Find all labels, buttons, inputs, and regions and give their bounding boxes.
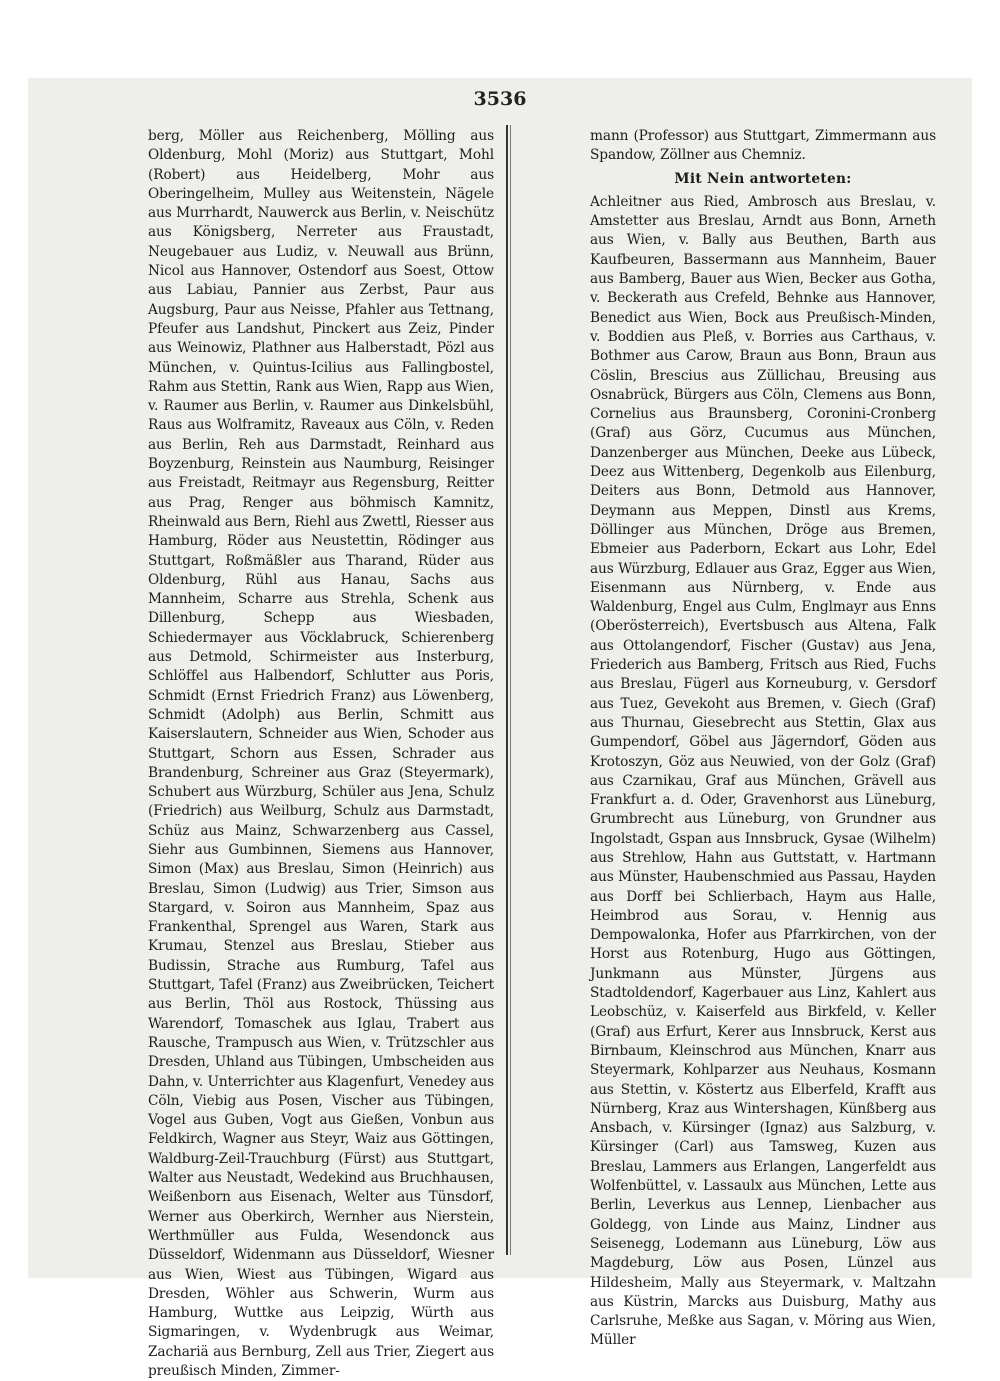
left-column-text: berg, Möller aus Reichenberg, Mölling aus Oldenburg, Mohl (Moriz) aus Stuttgart, Mohl (Robert) aus Heidelberg, Mohr aus Oberingelheim, Mulley aus Weitenstein, Nägele aus Murrhardt, Nauwerck aus Berlin, v. Neischütz aus Königsberg, Nerreter aus Fraustadt, Neugebauer aus Ludiz, v. Neuwall aus Brünn, Nicol aus Hannover, Ostendorf aus Soest, Ottow aus Labiau, Pannier aus Zerbst, Paur aus Augsburg, Paur aus Neisse, Pfahler aus Tettnang, Pfeufer aus Landshut, Pinckert aus Zeiz, Pinder aus Weinowiz, Plathner aus Halberstadt, Pözl aus München, v. Quintus-Icilius aus Fallingbostel, Rahm aus Stettin, Rank aus Wien, Rapp aus Wien, v. Raumer aus Berlin, v. Raumer aus Dinkelsbühl, Raus aus Wolframitz, Raveaux aus Cöln, v. Reden aus Berlin, Reh aus Darmstadt, Reinhard aus Boyzenburg, Reinstein aus Naumburg, Reisinger aus Freistadt, Reitmayr aus Regensburg, Reitter aus Prag, Renger aus böhmisch Kamnitz, Rheinwald aus Bern, Riehl aus Zwettl, Riesser aus Hamburg, Röder aus Neustettin, Rödinger aus Stuttgart, Roßmäßler aus Tharand, Rüder aus Oldenburg, Rühl aus Hanau, Sachs aus Mannheim, Scharre aus Strehla, Schenk aus Dillenburg, Schepp aus Wiesbaden, Schiedermayer aus Vöcklabruck, Schierenberg aus Detmold, Schirmeister aus Insterburg, Schlöffel aus Halbendorf, Schlutter aus Poris, Schmidt (Ernst Friedrich Franz) aus Löwenberg, Schmidt (Adolph) aus Berlin, Schmitt aus Kaiserslautern, Schneider aus Wien, Schoder aus Stuttgart, Schorn aus Essen, Schrader aus Brandenburg, Schreiner aus Graz (Steyermark), Schubert aus Würzburg, Schüler aus Jena, Schulz (Friedrich) aus Weilburg, Schulz aus Darmstadt, Schüz aus Mainz, Schwarzenberg aus Cassel, Siehr aus Gumbinnen, Siemens aus Hannover, Simon (Max) aus Breslau, Simon (Heinrich) aus Breslau, Simon (Ludwig) aus Trier, Simson aus Stargard, v. Soiron aus Mannheim, Spaz aus Frankenthal, Sprengel aus Waren, Stark aus Krumau, Stenzel aus Breslau, Stieber aus Budissin, Strache aus Rumburg, Tafel aus Stuttgart, Tafel (Franz) aus Zweibrücken, Teichert aus Berlin, Thöl aus Rostock, Thüssing aus Warendorf, Tomaschek aus Iglau, Trabert aus Rausche, Trampusch aus Wien, v. Trützschler aus Dresden, Uhland aus Tübingen, Umbscheiden aus Dahn, v. Unterrichter aus Klagenfurt, Venedey aus Cöln, Viebig aus Posen, Vischer aus Tübingen, Vogel aus Guben, Vogt aus Gießen, Vonbun aus Feldkirch, Wagner aus Steyr, Waiz aus Göttingen, Waldburg-Zeil-Trauchburg (Fürst) aus Stuttgart, Walter aus Neustadt, Wedekind aus Bruchhausen, Weißenborn aus Eisenach, Welter aus Tünsdorf, Werner aus Oberkirch, Wernher aus Nierstein, Werthmüller aus Fulda, Wesendonck aus Düsseldorf, Widenmann aus Düsseldorf, Wiesner aus Wien, Wiest aus Tübingen, Wigard aus Dresden, Wöhler aus Schwerin, Wurm aus Hamburg, Wuttke aus Leipzig, Würth aus Sigmaringen, v. Wydenbrugk aus Weimar, Zachariä aus Bernburg, Zell aus Trier, Ziegert aus preußisch Minden, Zimmer- xyxy=(148,128,494,1379)
right-column-text: Achleitner aus Ried, Ambrosch aus Breslau, v. Amstetter aus Breslau, Arndt aus Bonn, Arneth aus Wien, v. Bally aus Beuthen, Barth aus Kaufbeuren, Bassermann aus Mannheim, Bauer aus Bamberg, Bauer aus Wien, Becker aus Gotha, v. Beckerath aus Crefeld, Behnke aus Hannover, Benedict aus Wien, Bock aus Preußisch-Minden, v. Boddien aus Pleß, v. Borries aus Carthaus, v. Bothmer aus Carow, Braun aus Bonn, Braun aus Cöslin, Brescius aus Züllichau, Breusing aus Osnabrück, Bürgers aus Cöln, Clemens aus Bonn, Cornelius aus Braunsberg, Coronini-Cronberg (Graf) aus Görz, Cucumus aus München, Danzenberger aus München, Deeke aus Lübeck, Deez aus Wittenberg, Degenkolb aus Eilenburg, Deiters aus Bonn, Detmold aus Hannover, Deymann aus Meppen, Dinstl aus Krems, Döllinger aus München, Dröge aus Bremen, Ebmeier aus Paderborn, Eckart aus Lohr, Edel aus Würzburg, Edlauer aus Graz, Egger aus Wien, Eisenmann aus Nürnberg, v. Ende aus Waldenburg, Engel aus Culm, Englmayr aus Enns (Oberösterreich), Evertsbusch aus Altena, Falk aus Ottolangendorf, Fischer (Gustav) aus Jena, Friederich aus Bamberg, Fritsch aus Ried, Fuchs aus Breslau, Fügerl aus Korneuburg, v. Gersdorf aus Tuez, Gevekoht aus Bremen, v. Giech (Graf) aus Thurnau, Giesebrecht aus Stettin, Glax aus Gumpendorf, Göbel aus Jägerndorf, Göden aus Krotoszyn, Göz aus Neuwied, von der Golz (Graf) aus Czarnikau, Graf aus München, Grävell aus Frankfurt a. d. Oder, Gravenhorst aus Lüneburg, Grumbrecht aus Lüneburg, von Grundner aus Ingolstadt, Gspan aus Innsbruck, Gysae (Wilhelm) aus Strehlow, Hahn aus Guttstatt, v. Hartmann aus Münster, Haubenschmied aus Passau, Hayden aus Dorff bei Schlierbach, Haym aus Halle, Heimbrod aus Sorau, v. Hennig aus Dempowalonka, Hofer aus Pfarrkirchen, von der Horst aus Rotenburg, Hugo aus Göttingen, Junkmann aus Münster, Jürgens aus Stadtoldendorf, Kagerbauer aus Linz, Kahlert aus Leobschüz, v. Kaiserfeld aus Birkfeld, v. Keller (Graf) aus Erfurt, Kerer aus Innsbruck, Kerst aus Birnbaum, Kleinschrod aus München, Knarr aus Steyermark, Kohlparzer aus Neuhaus, Kosmann aus Stettin, v. Köstertz aus Elberfeld, Krafft aus Nürnberg, Kraz aus Wintershagen, Künßberg aus Ansbach, v. Kürsinger (Ignaz) aus Salzburg, v. Kürsinger (Carl) aus Tamsweg, Kuzen aus Breslau, Lammers aus Erlangen, Langerfeldt aus Wolfenbüttel, v. Lassaulx aus München, Lette aus Berlin, Leverkus aus Lennep, Lienbacher aus Goldegg, von Linde aus Mainz, Lindner aus Seisenegg, Lodemann aus Lüneburg, Löw aus Magdeburg, Löw aus Posen, Lünzel aus Hildesheim, Mally aus Steyermark, v. Maltzahn aus Küstrin, Marcks aus Duisburg, Mathy aus Carlsruhe, Meßke aus Sagan, v. Möring aus Wien, Müller xyxy=(590,193,936,1349)
right-column xyxy=(590,127,936,1349)
page-number: 3536 xyxy=(473,88,527,110)
column-divider xyxy=(506,125,508,1255)
section-heading-no-votes: Mit Nein antworteten: xyxy=(674,170,852,187)
column-divider-thin xyxy=(510,125,511,1255)
right-column-continuation: mann (Professor) aus Stuttgart, Zimmermann aus Spandow, Zöllner aus Chemniz. xyxy=(590,128,936,164)
left-column xyxy=(148,127,494,1379)
